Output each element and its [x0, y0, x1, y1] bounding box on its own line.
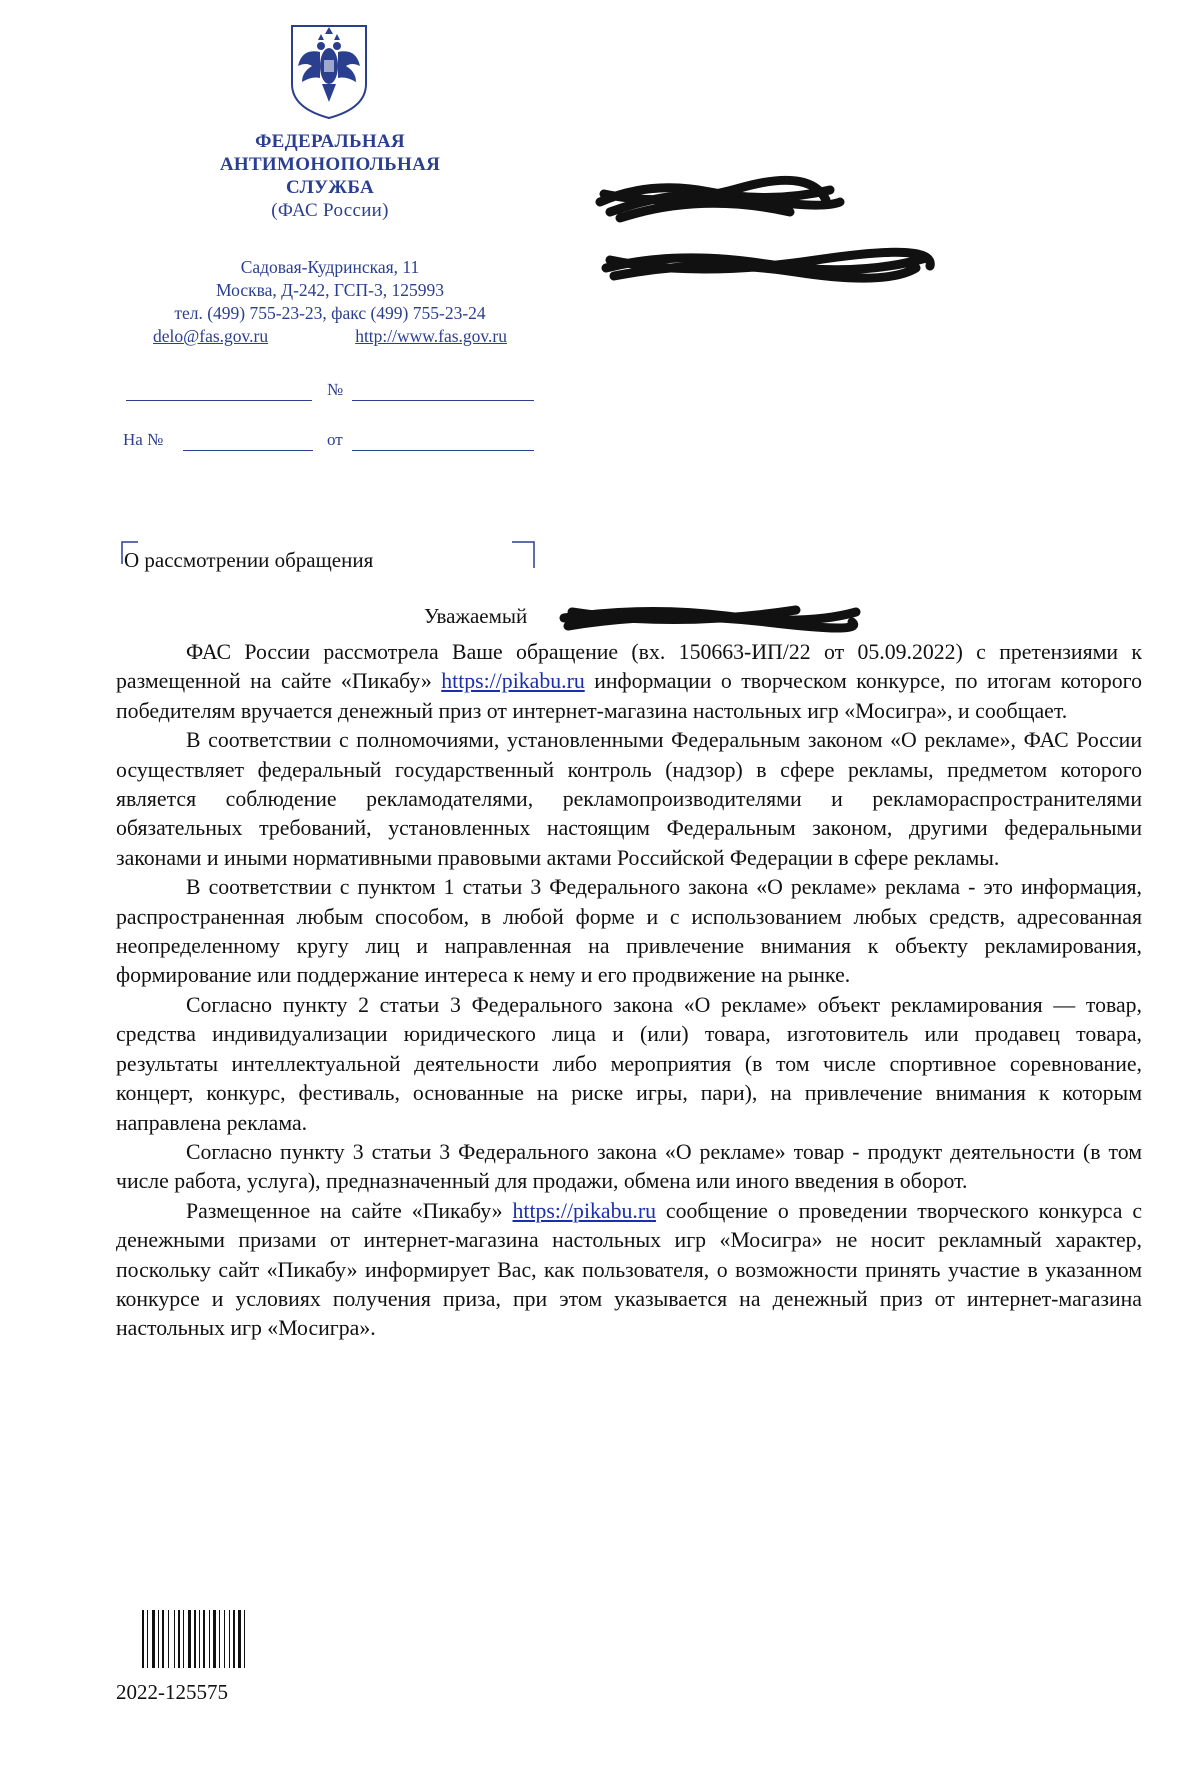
barcode-bar [199, 1610, 200, 1668]
barcode-bar [188, 1610, 191, 1668]
paragraph-text: Размещенное на сайте «Пикабу» [186, 1198, 513, 1223]
barcode-bar [142, 1610, 144, 1668]
barcode-bar [238, 1610, 241, 1668]
pikabu-link[interactable]: https://pikabu.ru [512, 1198, 656, 1223]
barcode-bar [178, 1610, 180, 1668]
reply-number-line [183, 450, 313, 451]
letter-body [116, 638, 1142, 1344]
organization-name [160, 130, 500, 222]
paragraph-text: информации о творческом конкурсе, по итогам которого победителям вручается денежный приз от интернет-магазина настольных игр «Мосигра», и сообщает. [116, 669, 1142, 723]
redacted-recipient-line-1 [590, 172, 850, 232]
reply-date-line [352, 450, 534, 451]
barcode-bar [203, 1610, 205, 1668]
from-label: от [327, 430, 343, 449]
address-city: Москва, Д-242, ГСП-3, 125993 [216, 280, 444, 300]
letter-subject: О рассмотрении обращения [124, 548, 374, 572]
barcode-bar [213, 1610, 216, 1668]
org-line-3: СЛУЖБА [286, 177, 374, 198]
barcode-bar [174, 1610, 175, 1668]
body-paragraph [116, 1197, 1142, 1344]
outgoing-number-line [352, 400, 534, 401]
barcode-bar [194, 1610, 196, 1668]
barcode-bar [224, 1610, 225, 1668]
barcode-bar [219, 1610, 220, 1668]
reply-to-label: На № [123, 430, 164, 449]
website-link[interactable]: http://www.fas.gov.ru [355, 326, 507, 346]
redacted-recipient-name [556, 600, 862, 636]
barcode [142, 1610, 274, 1668]
paragraph-text: сообщение о проведении творческого конкурса с денежными призами от интернет-магазина настольных игр «Мосигра» не носит рекламный характер, поскольку сайт «Пикабу» информирует Вас, как пользователя, о возможности принять участие в указанном конкурсе и условиях получения приза, при этом указывается на денежный приз от интернет-магазина настольных игр «Мосигра». [116, 1198, 1142, 1341]
outgoing-date-line [126, 400, 312, 401]
address-street: Садовая-Кудринская, 11 [240, 257, 420, 277]
coat-of-arms-icon [288, 22, 370, 120]
barcode-bar [158, 1610, 159, 1668]
pikabu-link[interactable]: https://pikabu.ru [441, 669, 585, 694]
body-paragraph [116, 638, 1142, 726]
address-phones: тел. (499) 755-23-23, факс (499) 755-23-24 [174, 303, 486, 323]
barcode-bar [209, 1610, 210, 1668]
barcode-bar [162, 1610, 164, 1668]
barcode-bar [229, 1610, 230, 1668]
body-paragraph: В соответствии с пунктом 1 статьи 3 Федерального закона «О рекламе» реклама - это информация, распространенная любым способом, в любой форме и с использованием любых средств, адресованная неопределенному кругу лиц и направленная на привлечение внимания к объекту рекламирования, формирование или поддержание интереса к нему и его продвижение на рынке. [116, 875, 1142, 988]
barcode-bar [147, 1610, 148, 1668]
paragraph-text: ФАС России рассмотрела Ваше обращение (вх. 150663-ИП/22 от 05.09.2022) с претензиями к размещенной на сайте «Пикабу» [116, 640, 1142, 694]
body-paragraph: Согласно пункту 2 статьи 3 Федерального закона «О рекламе» объект рекламирования — товар, средства индивидуализации юридического лица и (или) товара, изготовитель или продавец товара, результаты интеллектуальной деятельности либо мероприятия (в том числе спортивное соревнование, концерт, конкурс, фестиваль, основанные на риске игры, пари), на привлечение внимания к которым направлена реклама. [116, 992, 1142, 1135]
org-line-2: АНТИМОНОПОЛЬНАЯ [219, 154, 441, 175]
org-line-1: ФЕДЕРАЛЬНАЯ [255, 131, 405, 152]
barcode-bar [168, 1610, 169, 1668]
salutation: Уважаемый [424, 604, 528, 628]
email-link[interactable]: delo@fas.gov.ru [153, 326, 269, 346]
organization-address [120, 256, 540, 348]
redacted-recipient-line-2 [596, 244, 940, 290]
barcode-bar [183, 1610, 184, 1668]
body-paragraph: В соответствии с полномочиями, установленными Федеральным законом «О рекламе», ФАС России осуществляет федеральный государственный контроль (надзор) в сфере рекламы, предметом которого является соблюдение рекламодателями, рекламопроизводителями и рекламораспространителями обязательных требований, установленных настоящим Федеральным законом, другими федеральными законами и иными нормативными правовыми актами Российской Федерации в сфере рекламы. [116, 728, 1142, 870]
barcode-bar [233, 1610, 235, 1668]
document-number: 2022-125575 [116, 1680, 228, 1704]
org-abbreviation: (ФАС России) [271, 200, 389, 221]
barcode-bar [244, 1610, 245, 1668]
body-paragraph: Согласно пункту 3 статьи 3 Федерального закона «О рекламе» товар - продукт деятельности (в том числе работа, услуга), предназначенный для продажи, обмена или иного введения в оборот. [116, 1139, 1142, 1194]
barcode-bar [152, 1610, 155, 1668]
number-sign: № [327, 380, 344, 399]
